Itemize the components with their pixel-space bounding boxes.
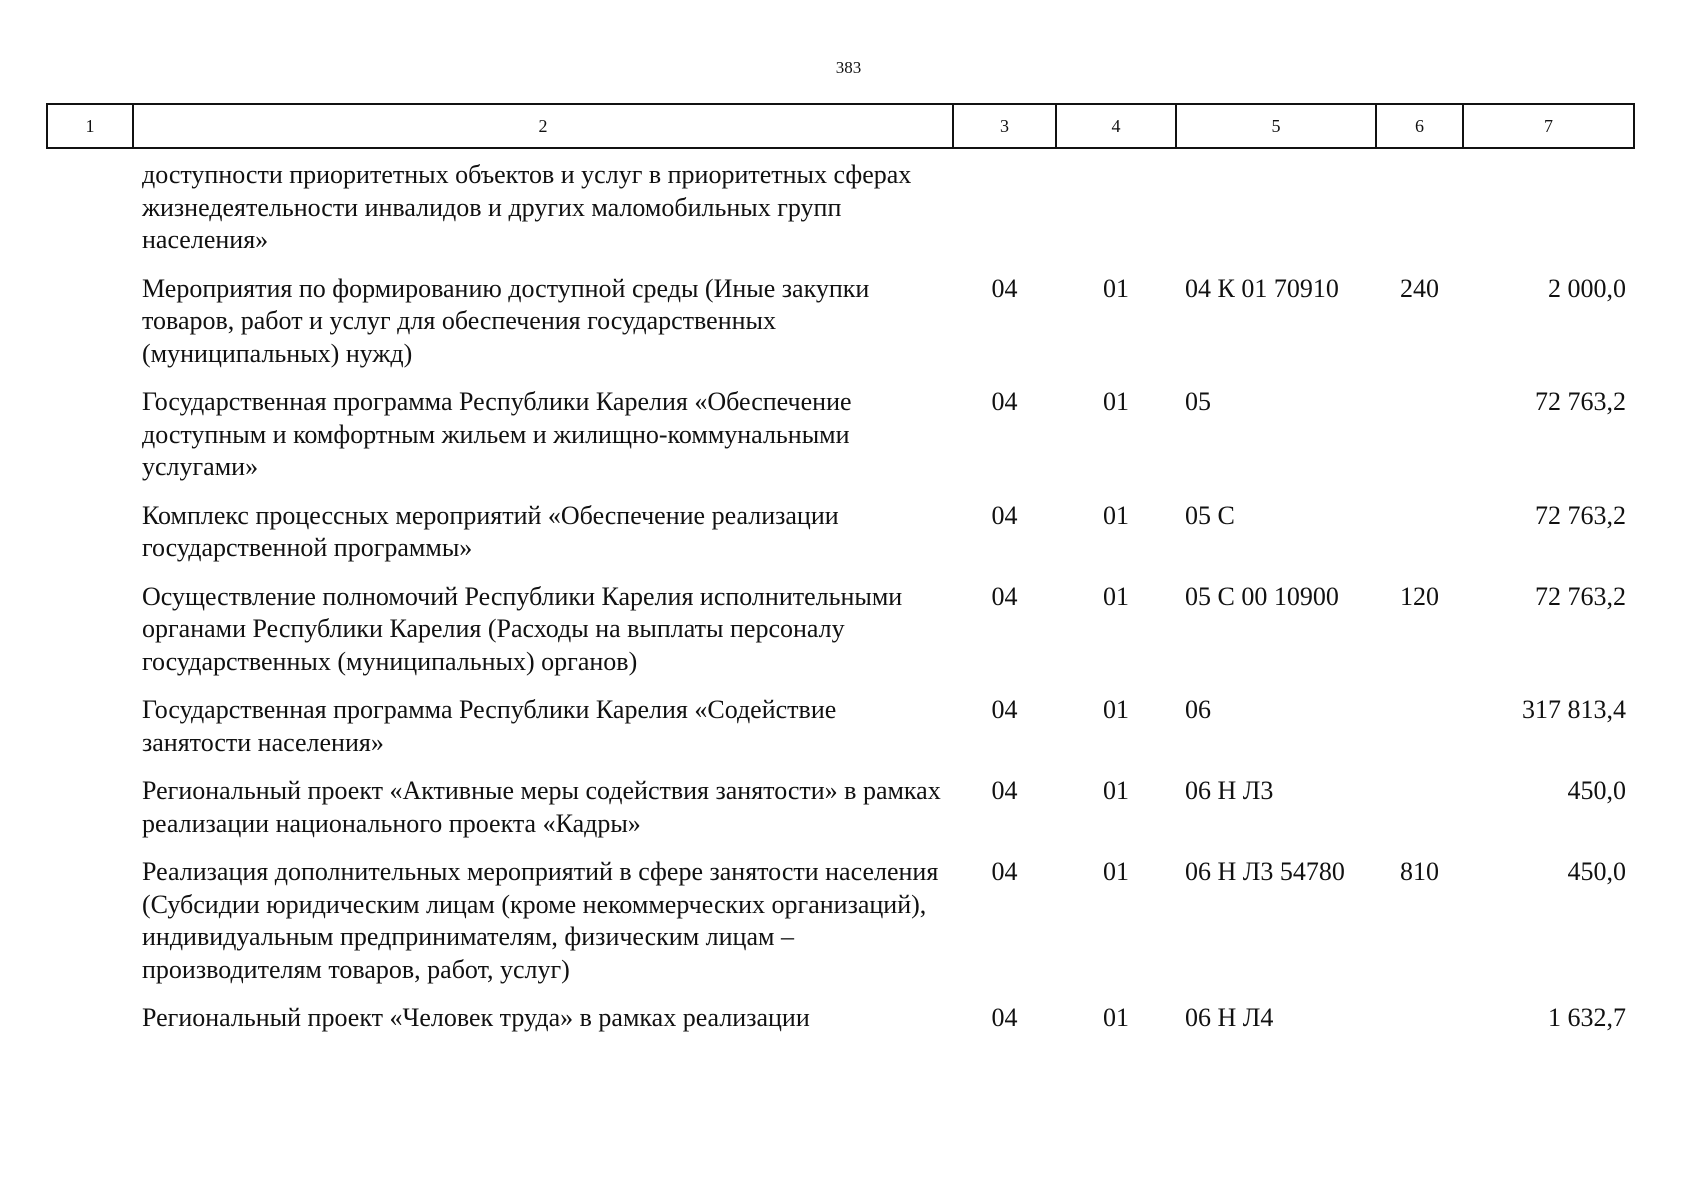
expense-type-cell [1376,148,1463,273]
item-name-cell: Региональный проект «Активные меры содействия занятости» в рамках реализации национального проекта «Кадры» [142,776,941,838]
subsection-cell: 01 [1103,387,1129,416]
table-row [47,148,1634,273]
section-cell: 04 [991,273,1018,303]
item-name-cell: Реализация дополнительных мероприятий в сфере занятости населения (Субсидии юридическим лицам (кроме некоммерческих организаций), индивидуальным предпринимателям, физическим лицам – производителям товаров, работ, услуг) [142,857,939,984]
section-cell: 04 [991,500,1018,530]
item-name-cell: Мероприятия по формированию доступной среды (Иные закупки товаров, работ и услуг для обеспечения государственных (муниципальных) нужд) [142,273,870,368]
row-number-cell [47,581,133,695]
amount-cell: 72 763,2 [1535,387,1626,416]
column-header: 2 [133,104,953,148]
expense-type-cell [1376,694,1463,775]
column-number-row [47,104,1634,148]
target-article-cell: 06 Н Л3 [1185,776,1274,805]
target-article-cell: 06 [1185,695,1211,724]
subsection-cell: 01 [1103,273,1129,303]
item-name-cell: Государственная программа Республики Карелия «Содействие занятости населения» [142,695,837,757]
row-number-cell [47,386,133,500]
target-article-cell: 05 С 00 10900 [1185,581,1339,611]
column-header: 4 [1056,104,1176,148]
expense-type-cell [1376,1002,1463,1051]
subsection-cell: 01 [1103,1003,1129,1032]
table-row [47,694,1634,775]
section-cell: 04 [991,581,1018,611]
subsection-cell: 01 [1103,500,1129,530]
item-name-cell: доступности приоритетных объектов и услуг в приоритетных сферах жизнедеятельности инвалидов и других маломобильных групп населения» [142,160,912,254]
column-header: 6 [1376,104,1463,148]
amount-cell: 450,0 [1567,776,1626,805]
column-header: 5 [1176,104,1376,148]
section-cell: 04 [991,387,1018,416]
target-article-cell: 04 К 01 70910 [1185,273,1339,303]
section-cell: 04 [991,776,1018,805]
table-row [47,273,1634,387]
expense-type-cell: 120 [1400,581,1439,611]
budget-table [46,103,1635,1051]
row-number-cell [47,148,133,273]
expense-type-cell [1376,775,1463,856]
section-cell: 04 [991,1003,1018,1032]
amount-cell: 72 763,2 [1535,500,1626,530]
row-number-cell [47,694,133,775]
subsection-cell: 01 [1103,581,1129,611]
table-row [47,386,1634,500]
amount-cell [1463,148,1634,273]
subsection-cell: 01 [1103,695,1129,724]
expense-type-cell: 810 [1400,857,1439,886]
amount-cell: 72 763,2 [1535,581,1626,611]
row-number-cell [47,273,133,387]
column-header: 3 [953,104,1056,148]
table-row [47,775,1634,856]
column-header: 1 [47,104,133,148]
target-article-cell: 06 Н Л3 54780 [1185,857,1345,886]
row-number-cell [47,775,133,856]
amount-cell: 450,0 [1567,857,1626,886]
subsection-cell: 01 [1103,776,1129,805]
expense-type-cell [1376,500,1463,581]
column-header: 7 [1463,104,1634,148]
section-cell: 04 [991,695,1018,724]
table-row [47,1002,1634,1051]
row-number-cell [47,856,133,1002]
target-article-cell: 05 С [1185,500,1235,530]
item-name-cell: Комплекс процессных мероприятий «Обеспечение реализации государственной программы» [142,500,839,562]
item-name-cell: Региональный проект «Человек труда» в рамках реализации [142,1003,810,1032]
row-number-cell [47,500,133,581]
page-number: 383 [835,58,862,77]
expense-type-cell [1376,386,1463,500]
item-name-cell: Государственная программа Республики Карелия «Обеспечение доступным и комфортным жильем и жилищно-коммунальными услугами» [142,387,852,481]
section-cell [953,148,1056,273]
item-name-cell: Осуществление полномочий Республики Карелия исполнительными органами Республики Карелия (Расходы на выплаты персоналу государственных (муниципальных) органов) [142,581,903,676]
amount-cell: 1 632,7 [1548,1003,1626,1032]
target-article-cell [1176,148,1376,273]
subsection-cell: 01 [1103,857,1129,886]
table-row [47,856,1634,1002]
amount-cell: 317 813,4 [1522,695,1626,724]
table-row [47,500,1634,581]
row-number-cell [47,1002,133,1051]
expense-type-cell: 240 [1400,273,1439,303]
target-article-cell: 05 [1185,387,1211,416]
table-row [47,581,1634,695]
target-article-cell: 06 Н Л4 [1185,1003,1274,1032]
amount-cell: 2 000,0 [1548,273,1626,303]
section-cell: 04 [991,857,1018,886]
subsection-cell [1056,148,1176,273]
